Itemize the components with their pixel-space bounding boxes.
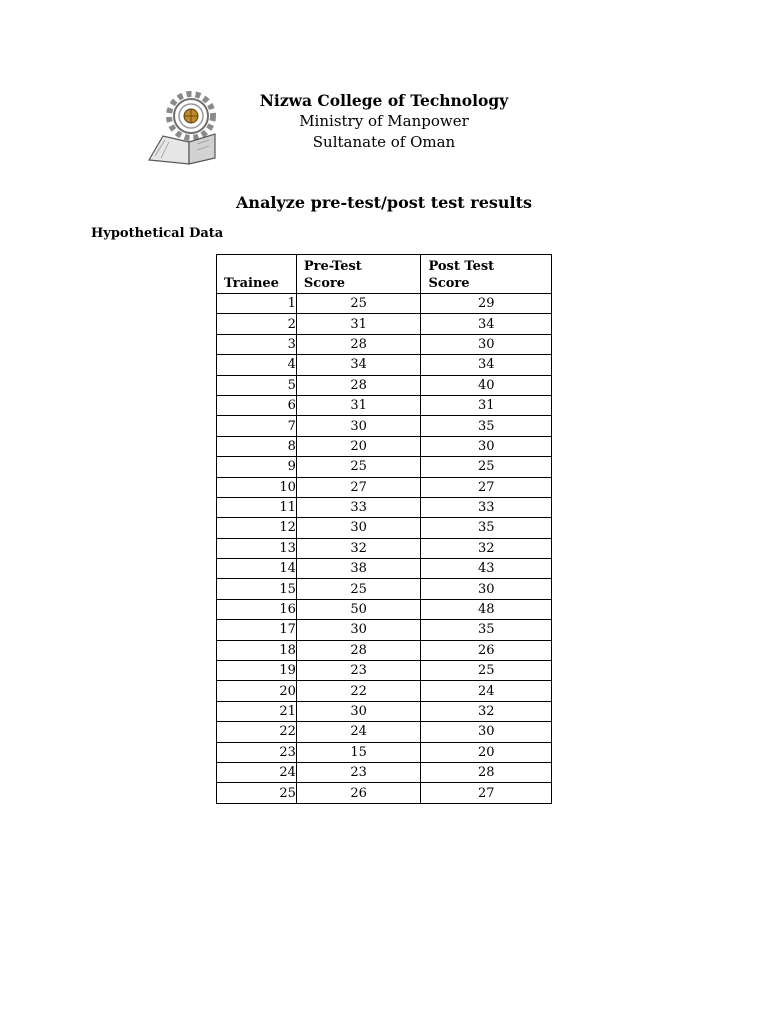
pre-test-cell: 22 xyxy=(296,681,421,701)
table-row xyxy=(217,457,552,477)
trainee-cell: 11 xyxy=(217,497,297,517)
post-test-cell: 32 xyxy=(421,538,552,558)
trainee-cell: 9 xyxy=(217,457,297,477)
post-test-cell: 30 xyxy=(421,334,552,354)
table-row xyxy=(217,599,552,619)
pre-test-cell: 30 xyxy=(296,416,421,436)
post-test-cell: 31 xyxy=(421,395,552,415)
post-test-cell: 30 xyxy=(421,436,552,456)
trainee-cell: 19 xyxy=(217,661,297,681)
post-test-cell: 34 xyxy=(421,314,552,334)
table-header-row xyxy=(217,255,552,294)
open-book-icon xyxy=(149,134,215,164)
pre-test-cell: 25 xyxy=(296,457,421,477)
pre-test-cell: 27 xyxy=(296,477,421,497)
pre-test-cell: 30 xyxy=(296,620,421,640)
trainee-cell: 14 xyxy=(217,559,297,579)
institution-header xyxy=(230,90,538,153)
trainee-cell: 2 xyxy=(217,314,297,334)
table-row xyxy=(217,477,552,497)
table-row xyxy=(217,722,552,742)
table-row xyxy=(217,334,552,354)
post-test-cell: 25 xyxy=(421,661,552,681)
post-test-cell: 43 xyxy=(421,559,552,579)
trainee-cell: 12 xyxy=(217,518,297,538)
pre-test-cell: 28 xyxy=(296,334,421,354)
post-test-cell: 32 xyxy=(421,701,552,721)
trainee-cell: 18 xyxy=(217,640,297,660)
pre-test-cell: 28 xyxy=(296,375,421,395)
pre-test-cell: 25 xyxy=(296,294,421,314)
post-test-cell: 35 xyxy=(421,518,552,538)
trainee-cell: 5 xyxy=(217,375,297,395)
trainee-cell: 1 xyxy=(217,294,297,314)
trainee-cell: 17 xyxy=(217,620,297,640)
table-row xyxy=(217,559,552,579)
pre-test-cell: 26 xyxy=(296,783,421,803)
post-test-cell: 27 xyxy=(421,477,552,497)
post-test-cell: 34 xyxy=(421,355,552,375)
trainee-cell: 24 xyxy=(217,762,297,782)
table-row xyxy=(217,661,552,681)
pre-test-cell: 32 xyxy=(296,538,421,558)
pre-test-cell: 31 xyxy=(296,314,421,334)
pre-test-cell: 30 xyxy=(296,518,421,538)
table-row xyxy=(217,375,552,395)
header-pre-line1: Pre-Test xyxy=(303,259,362,274)
post-test-cell: 20 xyxy=(421,742,552,762)
scores-table xyxy=(216,254,552,804)
table-row xyxy=(217,395,552,415)
trainee-cell: 20 xyxy=(217,681,297,701)
table-body xyxy=(217,294,552,804)
header-pre-test xyxy=(296,255,421,294)
trainee-cell: 25 xyxy=(217,783,297,803)
post-test-cell: 33 xyxy=(421,497,552,517)
trainee-cell: 8 xyxy=(217,436,297,456)
college-name: Nizwa College of Technology xyxy=(259,91,509,110)
table-row xyxy=(217,681,552,701)
trainee-cell: 13 xyxy=(217,538,297,558)
post-test-cell: 35 xyxy=(421,416,552,436)
trainee-cell: 7 xyxy=(217,416,297,436)
document-title: Analyze pre-test/post test results xyxy=(236,193,532,212)
table-row xyxy=(217,620,552,640)
post-test-cell: 28 xyxy=(421,762,552,782)
pre-test-cell: 23 xyxy=(296,661,421,681)
post-test-cell: 40 xyxy=(421,375,552,395)
post-test-cell: 30 xyxy=(421,722,552,742)
trainee-cell: 4 xyxy=(217,355,297,375)
pre-test-cell: 34 xyxy=(296,355,421,375)
table-row xyxy=(217,518,552,538)
globe-icon xyxy=(184,109,198,123)
trainee-cell: 16 xyxy=(217,599,297,619)
table-row xyxy=(217,355,552,375)
college-logo-icon xyxy=(145,86,225,166)
trainee-cell: 6 xyxy=(217,395,297,415)
country-name: Sultanate of Oman xyxy=(312,133,456,151)
trainee-cell: 15 xyxy=(217,579,297,599)
pre-test-cell: 15 xyxy=(296,742,421,762)
table-row xyxy=(217,436,552,456)
pre-test-cell: 25 xyxy=(296,579,421,599)
pre-test-cell: 31 xyxy=(296,395,421,415)
trainee-cell: 21 xyxy=(217,701,297,721)
pre-test-cell: 30 xyxy=(296,701,421,721)
pre-test-cell: 28 xyxy=(296,640,421,660)
table-row xyxy=(217,579,552,599)
header-trainee xyxy=(217,255,297,294)
pre-test-cell: 23 xyxy=(296,762,421,782)
post-test-cell: 48 xyxy=(421,599,552,619)
table-row xyxy=(217,416,552,436)
section-subtitle: Hypothetical Data xyxy=(91,226,224,241)
header-post-line1: Post Test xyxy=(428,259,495,274)
header-post-line2: Score xyxy=(428,276,470,291)
table-row xyxy=(217,314,552,334)
trainee-cell: 22 xyxy=(217,722,297,742)
trainee-cell: 3 xyxy=(217,334,297,354)
header-trainee-label: Trainee xyxy=(224,276,279,291)
post-test-cell: 25 xyxy=(421,457,552,477)
post-test-cell: 27 xyxy=(421,783,552,803)
table-row xyxy=(217,640,552,660)
table-row xyxy=(217,294,552,314)
post-test-cell: 26 xyxy=(421,640,552,660)
post-test-cell: 35 xyxy=(421,620,552,640)
pre-test-cell: 50 xyxy=(296,599,421,619)
header-post-test xyxy=(421,255,552,294)
trainee-cell: 10 xyxy=(217,477,297,497)
trainee-cell: 23 xyxy=(217,742,297,762)
pre-test-cell: 33 xyxy=(296,497,421,517)
ministry-name: Ministry of Manpower xyxy=(299,112,469,130)
pre-test-cell: 24 xyxy=(296,722,421,742)
pre-test-cell: 20 xyxy=(296,436,421,456)
post-test-cell: 30 xyxy=(421,579,552,599)
table-row xyxy=(217,538,552,558)
table-row xyxy=(217,742,552,762)
pre-test-cell: 38 xyxy=(296,559,421,579)
table-row xyxy=(217,762,552,782)
table-row xyxy=(217,701,552,721)
table-row xyxy=(217,497,552,517)
post-test-cell: 29 xyxy=(421,294,552,314)
header-pre-line2: Score xyxy=(303,276,345,291)
table-row xyxy=(217,783,552,803)
post-test-cell: 24 xyxy=(421,681,552,701)
